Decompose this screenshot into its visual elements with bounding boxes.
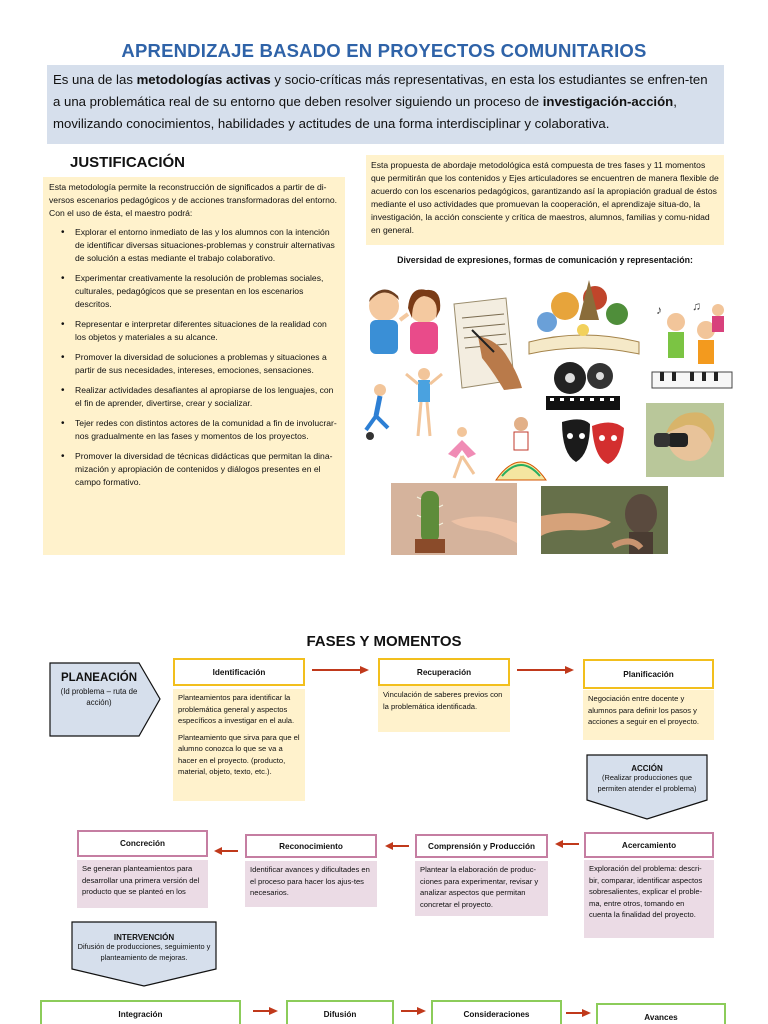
comprension-box: Plantear la elaboración de produc-ciones para experimentar, revisar y analizar aspectos que permitan concretar el proyecto. — [415, 861, 548, 916]
recuperacion-header: Recuperación — [378, 658, 510, 686]
accion-title: ACCIÓN — [631, 764, 663, 773]
justificacion-box — [43, 177, 345, 555]
children-exercise-image — [362, 366, 446, 442]
reconocimiento-header: Reconocimiento — [245, 834, 377, 858]
consideraciones-header: Consideraciones — [431, 1000, 562, 1024]
intro-bold-2: investigación-acción — [542, 94, 674, 109]
concrecion-box: Se generan planteamientos para desarrollar una primera versión del producto que se planteó en los — [77, 860, 208, 908]
reconocimiento-box: Identificar avances y dificultades en el proceso para hacer los ajus-tes necesarios. — [245, 861, 377, 907]
concrecion-header: Concreción — [77, 830, 208, 857]
arrow-left-icon — [555, 839, 579, 849]
arrow-right-icon — [517, 665, 575, 675]
cactus-touch-image — [391, 483, 517, 555]
intro-bold-1: metodologías activas — [136, 72, 271, 87]
acercamiento-box: Exploración del problema: descri-bir, comparar, identificar aspectos sobresalientes, explicar el proble-ma, entre otros, tomando en cuenta la finalidad del proyecto. — [584, 860, 714, 938]
identificacion-box — [173, 689, 305, 801]
intro-box — [47, 65, 724, 144]
list-item: • Explorar el entorno inmediato de las y los alumnos con la intención de identificar diversas situaciones-problemas y construir alternativas de solución a estas mediante el trabajo colaborativo. — [49, 226, 339, 265]
identificacion-text-2: Planteamiento que sirva para que el alumno conozca lo que se va a hacer en el proyecto. (producto, material, objeto, texto, etc.). — [178, 732, 300, 776]
list-item: • Representar e interpretar diferentes situaciones de la realidad con los objetos y materiales a su alcance. — [49, 318, 339, 344]
children-talking-image — [364, 278, 446, 358]
acercamiento-header: Acercamiento — [584, 832, 714, 858]
intro-text-1: Es una de las — [53, 72, 137, 87]
identificacion-header: Identificación — [173, 658, 305, 686]
film-reel-image — [542, 358, 622, 414]
avances-header: Avances — [596, 1003, 726, 1024]
folk-dancer-image — [492, 414, 550, 488]
hand-writing-image — [448, 296, 524, 392]
diversidad-title: Diversidad de expresiones, formas de comunicación y representación: — [397, 255, 693, 265]
planificacion-header: Planificación — [583, 659, 714, 689]
svg-text:♫: ♫ — [692, 299, 701, 313]
arrow-left-icon — [214, 846, 238, 856]
arrow-left-icon — [385, 841, 409, 851]
intervencion-sub: Difusión de producciones, seguimiento y planteamiento de mejoras. — [77, 942, 211, 962]
intervencion-label — [72, 933, 216, 963]
planeacion-label — [49, 672, 149, 708]
sculpture-hands-image — [541, 486, 668, 554]
svg-text:♪: ♪ — [656, 303, 662, 317]
list-item: • Experimentar creativamente la resolución de problemas sociales, culturales, pedagógicos que se presentan en los escenarios descritos. — [49, 272, 339, 311]
arrow-right-icon — [566, 1008, 592, 1018]
recuperacion-box: Vinculación de saberes previos con la problemática identificada. — [378, 686, 510, 732]
intervencion-title: INTERVENCIÓN — [113, 933, 175, 942]
justificacion-title: JUSTIFICACIÓN — [70, 154, 186, 171]
arrow-right-icon — [312, 665, 370, 675]
page-title: APRENDIZAJE BASADO EN PROYECTOS COMUNITARIOS — [121, 40, 647, 61]
fases-title: FASES Y MOMENTOS — [306, 633, 462, 650]
dancer-image — [440, 424, 484, 482]
list-item: • Realizar actividades desafiantes al apropiarse de los lenguajes, con el fin de aprender, divertirse, crear y socializar. — [49, 384, 339, 410]
planeacion-title: PLANEACIÓN — [60, 672, 138, 684]
arrow-right-icon — [401, 1006, 427, 1016]
music-children-image — [646, 296, 736, 396]
justificacion-intro: Esta metodología permite la reconstrucción de significados a partir de di-versos escenarios pedagógicos y de acciones transformadoras del entorno. Con el uso de ésta, el maestro podrá: — [49, 182, 338, 218]
intro-text-2: y socio-críticas más representativas, en esta los estudiantes se enfren-ten a una problemática real de su entorno que deben resolver siguiendo un proceso de — [53, 72, 708, 109]
list-item: • Tejer redes con distintos actores de la comunidad a fin de involucrar-nos gradualmente en las fases y momentos de los proyectos. — [49, 417, 339, 443]
list-item: • Promover la diversidad de soluciones a problemas y situaciones a partir de sus necesidades, intereses, emociones, sensaciones. — [49, 351, 339, 377]
intro-text-3: , movilizando conocimientos, habilidades y actitudes de una forma interdisciplinar y colaborativa. — [53, 94, 677, 131]
accion-label — [592, 764, 702, 794]
difusion-header: Difusión — [286, 1000, 394, 1024]
identificacion-text-1: Planteamientos para identificar la problemática general y aspectos específicos a investigar en el aula. — [178, 693, 295, 725]
arrow-right-icon — [253, 1006, 279, 1016]
propuesta-box: Esta propuesta de abordaje metodológica está compuesta de tres fases y 11 momentos que permitirán que los contenidos y Ejes articuladores se encuentren de manera flexible de acuerdo con los escenarios pedagógicos, garantizando así la apropiación gradual de éstos mediante el uso actividades que promuevan la cooperación, el aprendizaje situa-do, la investigación, la acción consciente y crítica de maestros, alumnos, familias y comu-nidad en general. — [366, 155, 724, 245]
planificacion-box: Negociación entre docente y alumnos para definir los pasos y acciones a seguir en el proyecto. — [583, 690, 714, 740]
theater-masks-image — [556, 414, 630, 470]
binoculars-girl-image — [646, 403, 724, 477]
comprension-header: Comprensión y Producción — [415, 834, 548, 858]
integracion-header: Integración — [40, 1000, 241, 1024]
planeacion-sub: (Id problema – ruta de acción) — [60, 687, 138, 707]
accion-sub: (Realizar producciones que permiten atender el problema) — [597, 773, 697, 793]
storybook-image — [525, 272, 643, 358]
justificacion-list — [49, 226, 339, 489]
list-item: • Promover la diversidad de técnicas didácticas que permitan la dina-mización y apropiación de contenidos y diálogos presentes en el campo formativo. — [49, 450, 339, 489]
